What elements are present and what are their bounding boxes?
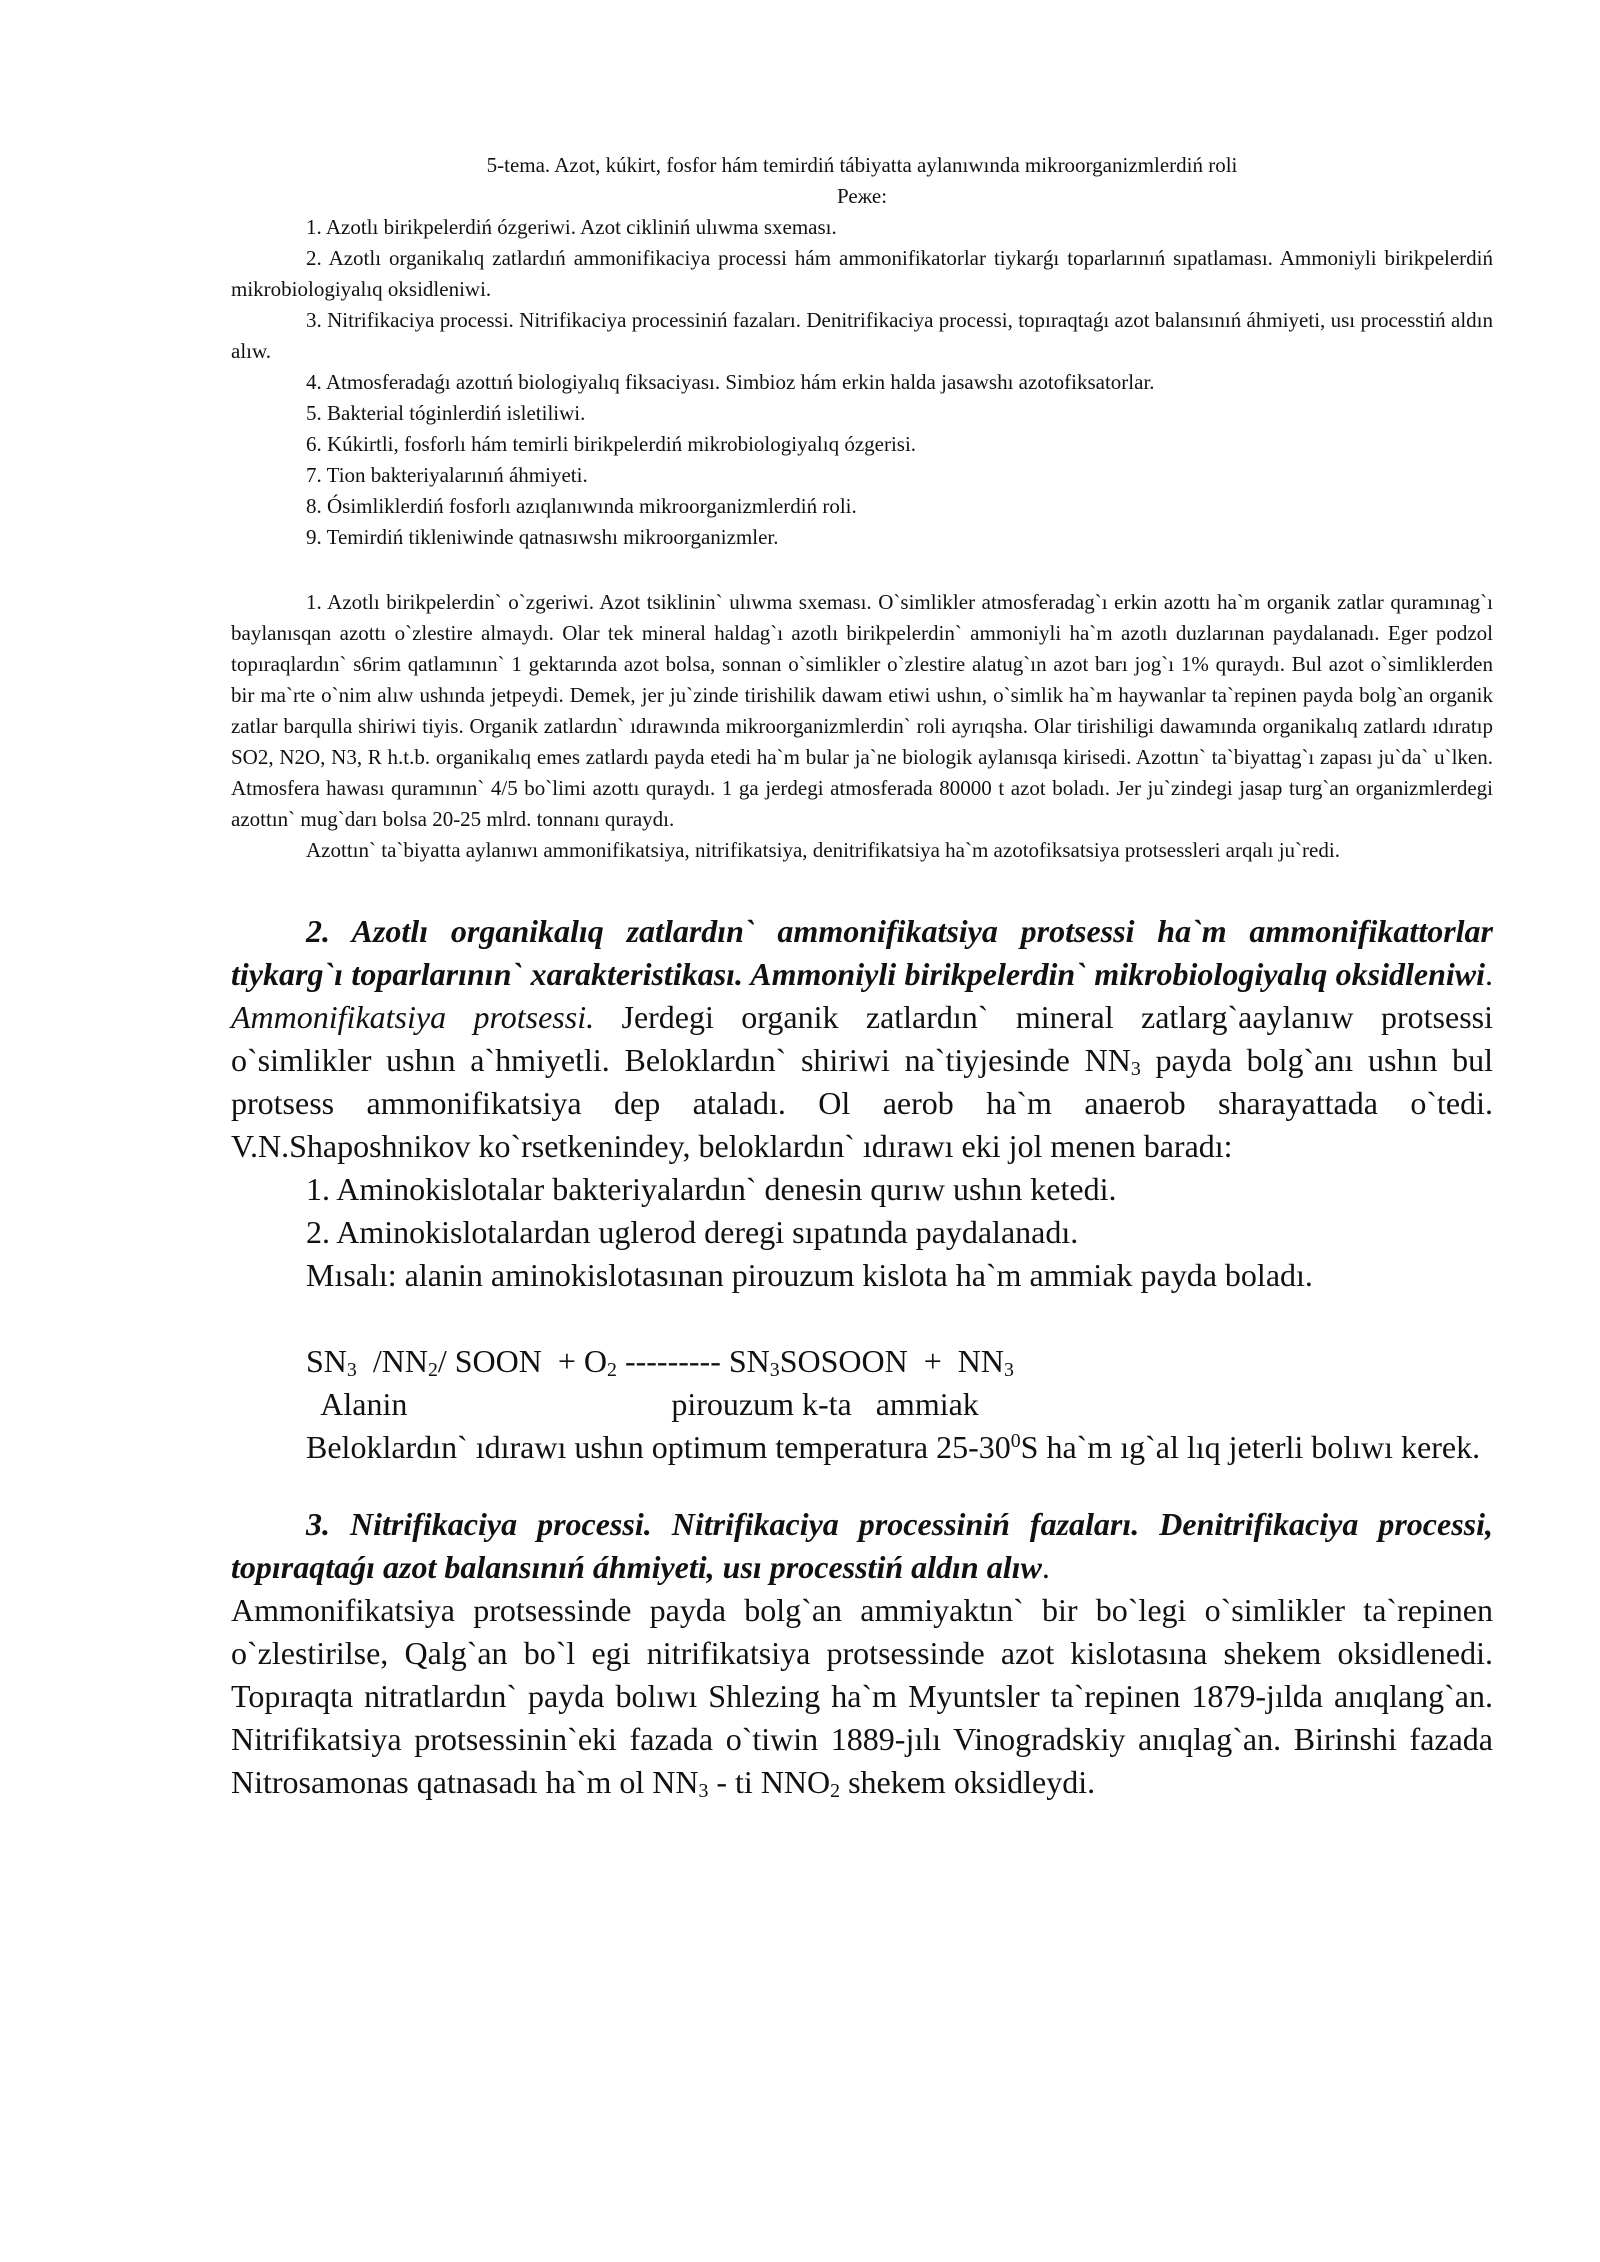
section-2-paragraph — [231, 910, 1493, 1168]
reaction-formula: $SN_3$ $/NN_2/$ SOON + $O_2$ --------- $SN_3SOSOON + NN_3$ — [306, 1343, 1014, 1381]
heading-period: . — [1485, 956, 1493, 992]
temperature-paragraph: Beloklardın` ıdırawı ushın optimum temperatura $25-30^0S$ ha`m ıg`al lıq jeterli bolıwı kerek. — [306, 1429, 1481, 1465]
plan-item: 7. Tion bakteriyalarınıń áhmiyeti. — [306, 463, 588, 487]
section-2-heading: 2. Azotlı organikalıq zatlardın` ammonifikatsiya protsessi ha`m ammonifikattorlar tiykarg`ı toparlarının` xarakteristikası. Ammoniyli birikpelerdin` mikrobiologiyalıq oksidleniwi — [231, 913, 1493, 992]
section-1-paragraph: Azottın` ta`biyatta aylanıwı ammonifikatsiya, nitrifikatsiya, denitrifikatsiya ha`m azotofiksatsiya protsessleri arqalı ju`redi. — [306, 838, 1340, 862]
subscript: 3 — [698, 1779, 709, 1802]
section-3 — [231, 1503, 1493, 1804]
plan-item: 1. Azotlı birikpelerdiń ózgeriwi. Azot cikliniń ulıwma sxeması. — [306, 215, 837, 239]
section-3-heading-paragraph — [231, 1503, 1493, 1804]
subscript: 3 — [1130, 1057, 1141, 1080]
list-item: 2. Aminokislotalardan uglerod deregi sıpatında paydalanadı. — [306, 1214, 1079, 1250]
subscript: 2 — [830, 1779, 841, 1802]
document-page — [231, 150, 1493, 1804]
list-item: 1. Aminokislotalar bakteriyalardın` denesin qurıw ushın ketedi. — [306, 1171, 1117, 1207]
section-1-paragraph: 1. Azotlı birikpelerdin` o`zgeriwi. Azot tsiklinin` ulıwma sxeması. O`simlikler atmosferadag`ı erkin azottı ha`m organik zatlar quramınag`ı baylanısqan azottı o`zlestire almaydı. Olar tek mineral haldag`ı azotlı birikpelerdin` ammoniyli ha`m azotlı duzlarınan paydalanadı. Eger podzol topıraqlardın` s6rim qatlamının` 1 gektarında azot bolsa, sonnan o`simlikler o`zlestire alatug`ın azot barı jog`ı 1% quraydı. Bul azot o`simliklerden bir ma`rte o`nim alıw ushında jetpeydi. Demek, jer ju`zinde tirishilik dawam etiwi ushın, o`simlik ha`m haywanlar ta`repinen payda bolg`an organik zatlar barqulla shiriwi tiyis. Organik zatlardın` ıdırawında mikroorganizmlerdin` roli ayrıqsha. Olar tirishiligi dawamında organikalıq zatlardı ıdıratıp SO2, N2O, N3, R h.t.b. organikalıq emes zatlardı payda etedi ha`m bular ja`ne biologik aylanısqa kirisedi. Azottın` ta`biyattag`ı zapası ju`da` u`lken. Atmosfera hawası quramının` 4/5 bo`limi azottı quraydı. 1 ga jerdegi atmosferada 80000 t azot boladı. Jer ju`zindegi jasap turg`an organizmlerdegi azottın` mug`darı bolsa 20-25 mlrd. tonnanı quraydı. — [231, 590, 1493, 831]
section-1 — [231, 587, 1493, 866]
section-3-text: - ti NNO — [708, 1764, 831, 1800]
section-2-text: Jerdegi organik zatlardın` mineral zatlarg`aaylanıw protsessi o`simlikler ushın a`hmiyetli. Beloklardın` shiriwi na`tiyjesinde NN — [231, 999, 1494, 1078]
plan-item: 5. Bakterial tóginlerdiń isletiliwi. — [306, 401, 586, 425]
plan-item: 6. Kúkirtli, fosforlı hám temirli birikpelerdiń mikrobiologiyalıq ózgerisi. — [306, 432, 917, 456]
plan-item: 8. Ósimliklerdiń fosforlı azıqlanıwında mikroorganizmlerdiń roli. — [306, 494, 857, 518]
section-3-text: Ammonifikatsiya protsessinde payda bolg`an ammiyaktın` bir bo`legi o`simlikler ta`repinen o`zlestirilse, Qalg`an bo`l egi nitrifikatsiya protsessinde azot kislotasına shekem oksidlenedi. Topıraqta nitratlardın` payda bolıwı Shlezing ha`m Myuntsler ta`repinen 1879-jılda anıqlang`an. Nitrifikatsiya protsessinin`eki fazada o`tiwin 1889-jılı Vinogradskiy anıqlag`an. Birinshi fazada Nitrosamonas qatnasadı ha`m ol NN — [231, 1592, 1493, 1800]
plan-item: 4. Atmosferadaǵı azottıń biologiyalıq fiksaciyası. Simbioz hám erkin halda jasawshı azotofiksatorlar. — [306, 370, 1155, 394]
section-2 — [231, 910, 1493, 1469]
superscript: 0 — [1010, 1430, 1021, 1453]
plan-label: Реже: — [836, 184, 888, 208]
reaction-labels: Alanin pirouzum k-ta ammiak — [306, 1386, 979, 1422]
example-paragraph: Mısalı: alanin aminokislotasınan pirouzum kislota ha`m ammiak payda boladı. — [306, 1257, 1313, 1293]
document-title: 5-tema. Azot, kúkirt, fosfor hám temirdiń tábiyatta aylanıwında mikroorganizmlerdiń roli — [486, 153, 1238, 177]
plan-block — [231, 150, 1493, 553]
plan-item: 2. Azotlı organikalıq zatlardıń ammonifikaciya processi hám ammonifikatorlar tiykarǵı toparlarınıń sıpatlaması. Ammoniyli birikpelerdiń mikrobiologiyalıq oksidleniwi. — [231, 246, 1493, 301]
section-2-subheading: Ammonifikatsiya protsessi. — [231, 999, 595, 1035]
heading-period: . — [1041, 1549, 1050, 1585]
plan-item: 9. Temirdiń tikleniwinde qatnasıwshı mikroorganizmler. — [306, 525, 779, 549]
section-3-heading: 3. Nitrifikaciya processi. Nitrifikaciya processiniń fazaları. Denitrifikaciya processi, topıraqtaǵı azot balansınıń áhmiyeti, usı processtiń aldın alıw — [231, 1506, 1493, 1585]
section-2-text: payda bolg`anı ushın bul protsess ammonifikatsiya dep ataladı. Ol aerob ha`m anaerob sharayattada o`tedi. V.N.Shaposhnikov ko`rsetkenindey, beloklardın` ıdırawı eki jol menen baradı: — [231, 1042, 1494, 1164]
section-3-text: shekem oksidleydi. — [840, 1764, 1096, 1800]
plan-item: 3. Nitrifikaciya processi. Nitrifikaciya processiniń fazaları. Denitrifikaciya processi, topıraqtaǵı azot balansınıń áhmiyeti, usı processtiń aldın alıw. — [231, 308, 1493, 363]
